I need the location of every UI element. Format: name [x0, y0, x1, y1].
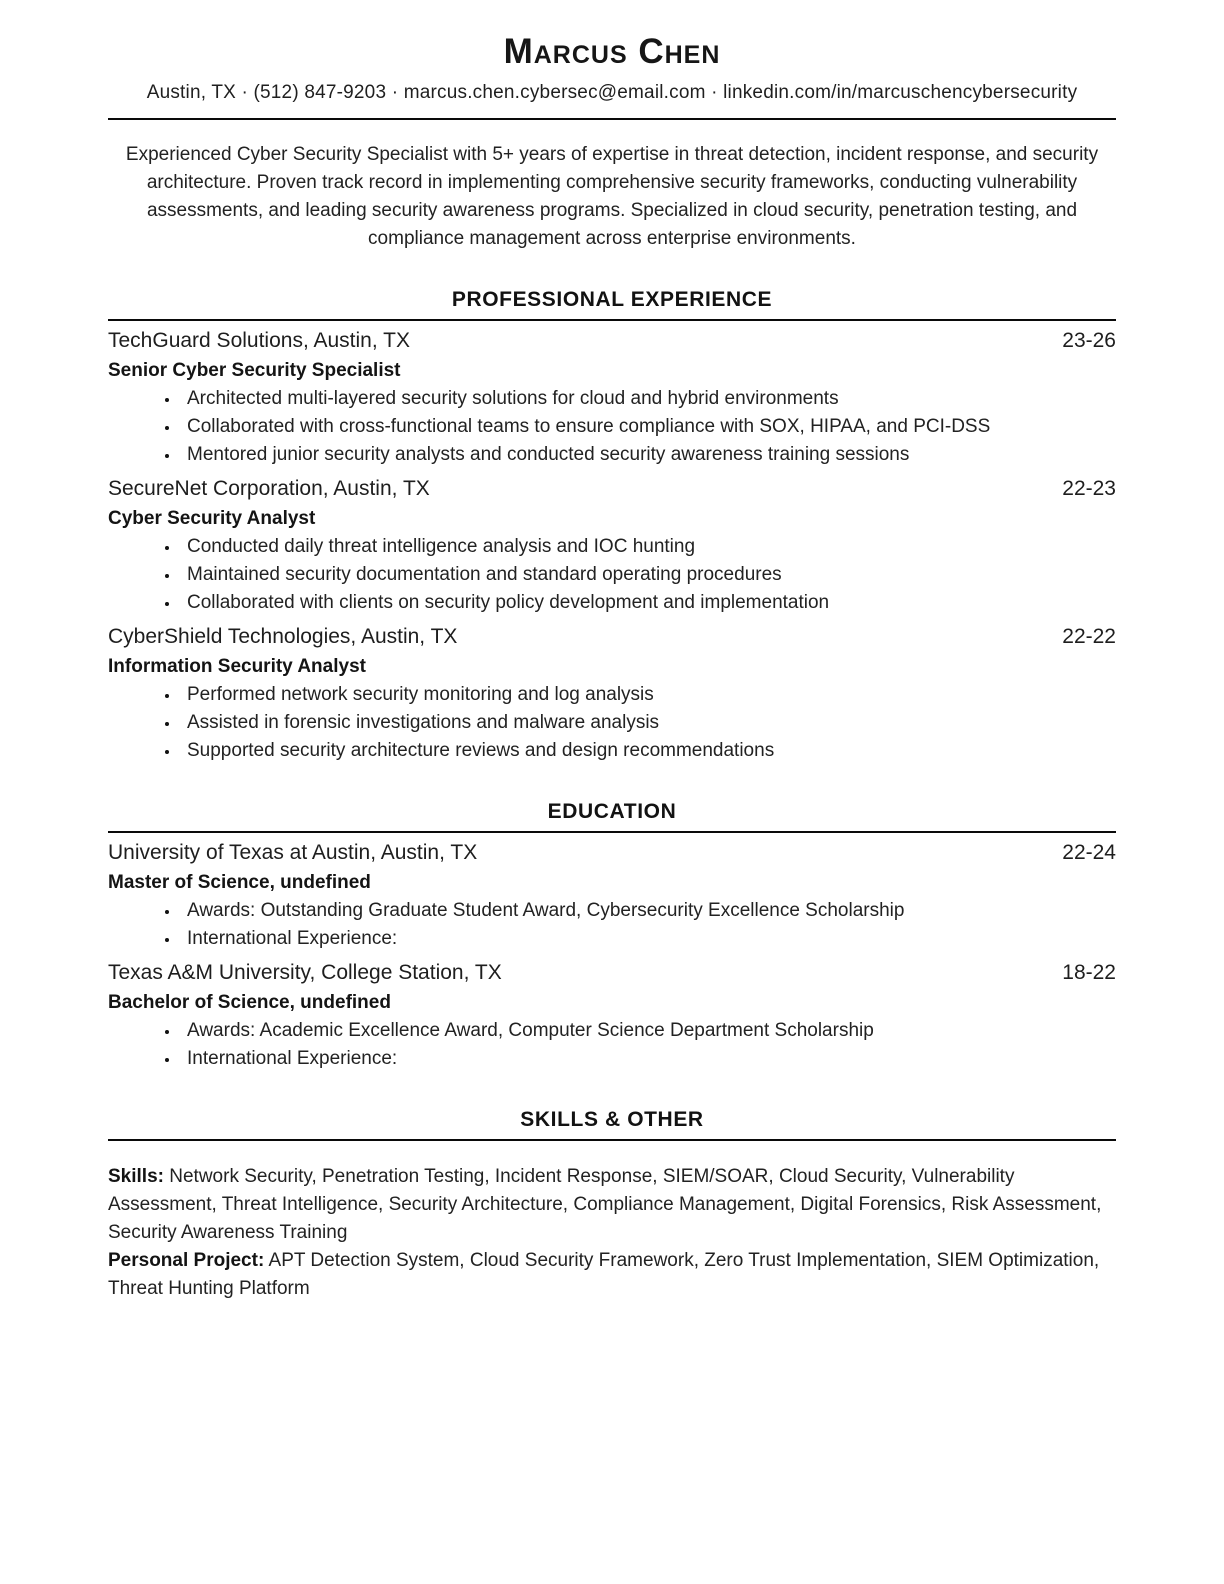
- date-range: 22-22: [1062, 624, 1116, 648]
- experience-bullets: [108, 681, 1116, 765]
- bullet-item: • Architected multi-layered security solutions for cloud and hybrid environments: [180, 385, 1116, 413]
- experience-bullets: [108, 533, 1116, 617]
- education-entry-head: [108, 838, 1116, 868]
- job-title: Information Security Analyst: [108, 655, 366, 677]
- bullet-item: • Collaborated with cross-functional teams to ensure compliance with SOX, HIPAA, and PCI-DSS: [180, 413, 1116, 441]
- section-title-education: EDUCATION: [108, 800, 1116, 833]
- education-bullets: [108, 897, 1116, 953]
- summary-text: Experienced Cyber Security Specialist with 5+ years of expertise in threat detection, incident response, and security architecture. Proven track record in implementing comprehensive security frameworks, conducting vulnerability assessments, and leading security awareness programs. Specialized in cloud security, penetration testing, and compliance management across enterprise environments.: [125, 143, 1099, 249]
- bullet-item: • Awards: Outstanding Graduate Student Award, Cybersecurity Excellence Scholarship: [180, 897, 1116, 925]
- bullet-item: • Supported security architecture reviews and design recommendations: [180, 737, 1116, 765]
- date-range: 22-23: [1062, 476, 1116, 500]
- school-name: Texas A&M University, College Station, TX: [108, 960, 502, 984]
- bullet-item: • Collaborated with clients on security policy development and implementation: [180, 589, 1116, 617]
- degree-title: Bachelor of Science, undefined: [108, 991, 391, 1013]
- company-name: CyberShield Technologies, Austin, TX: [108, 624, 458, 648]
- project-text: APT Detection System, Cloud Security Framework, Zero Trust Implementation, SIEM Optimization, Threat Hunting Platform: [108, 1249, 1100, 1299]
- experience-entry: [108, 622, 1116, 765]
- bullet-item: • International Experience:: [180, 1045, 1116, 1073]
- bullet-item: • Maintained security documentation and standard operating procedures: [180, 561, 1116, 589]
- bullet-item: • Mentored junior security analysts and conducted security awareness training sessions: [180, 441, 1116, 469]
- education-bullets: [108, 1017, 1116, 1073]
- bullet-item: • International Experience:: [180, 925, 1116, 953]
- project-label: Personal Project:: [108, 1249, 265, 1271]
- bullet-item: • Assisted in forensic investigations and malware analysis: [180, 709, 1116, 737]
- bullet-item: • Conducted daily threat intelligence analysis and IOC hunting: [180, 533, 1116, 561]
- date-range: 18-22: [1062, 960, 1116, 984]
- skills-line: [108, 1163, 1116, 1247]
- contact-line: Austin, TX · (512) 847-9203 · marcus.chen.cybersec@email.com · linkedin.com/in/marcuschencybersecurity: [146, 81, 1078, 103]
- header-divider: [108, 118, 1116, 120]
- skills-text: Network Security, Penetration Testing, Incident Response, SIEM/SOAR, Cloud Security, Vulnerability Assessment, Threat Intelligence, Security Architecture, Compliance Management, Digital Forensics, Risk Assessment, Security Awareness Training: [108, 1165, 1102, 1243]
- education-entry-head: [108, 958, 1116, 988]
- bullet-item: • Awards: Academic Excellence Award, Computer Science Department Scholarship: [180, 1017, 1116, 1045]
- company-name: TechGuard Solutions, Austin, TX: [108, 328, 410, 352]
- education-entry: [108, 958, 1116, 1073]
- section-title-skills: SKILLS & OTHER: [108, 1108, 1116, 1141]
- candidate-name: Marcus Chen: [503, 32, 721, 71]
- experience-entry-head: [108, 622, 1116, 652]
- experience-entry: [108, 326, 1116, 469]
- date-range: 23-26: [1062, 328, 1116, 352]
- project-line: [108, 1247, 1116, 1303]
- school-name: University of Texas at Austin, Austin, TX: [108, 840, 478, 864]
- skills-block: [108, 1163, 1116, 1303]
- experience-entry-head: [108, 474, 1116, 504]
- job-title: Senior Cyber Security Specialist: [108, 359, 401, 381]
- job-title: Cyber Security Analyst: [108, 507, 316, 529]
- experience-entry: [108, 474, 1116, 617]
- date-range: 22-24: [1062, 840, 1116, 864]
- degree-title: Master of Science, undefined: [108, 871, 371, 893]
- experience-bullets: [108, 385, 1116, 469]
- bullet-item: • Performed network security monitoring and log analysis: [180, 681, 1116, 709]
- skills-label: Skills:: [108, 1165, 164, 1187]
- education-entry: [108, 838, 1116, 953]
- experience-entry-head: [108, 326, 1116, 356]
- company-name: SecureNet Corporation, Austin, TX: [108, 476, 430, 500]
- section-title-experience: PROFESSIONAL EXPERIENCE: [108, 288, 1116, 321]
